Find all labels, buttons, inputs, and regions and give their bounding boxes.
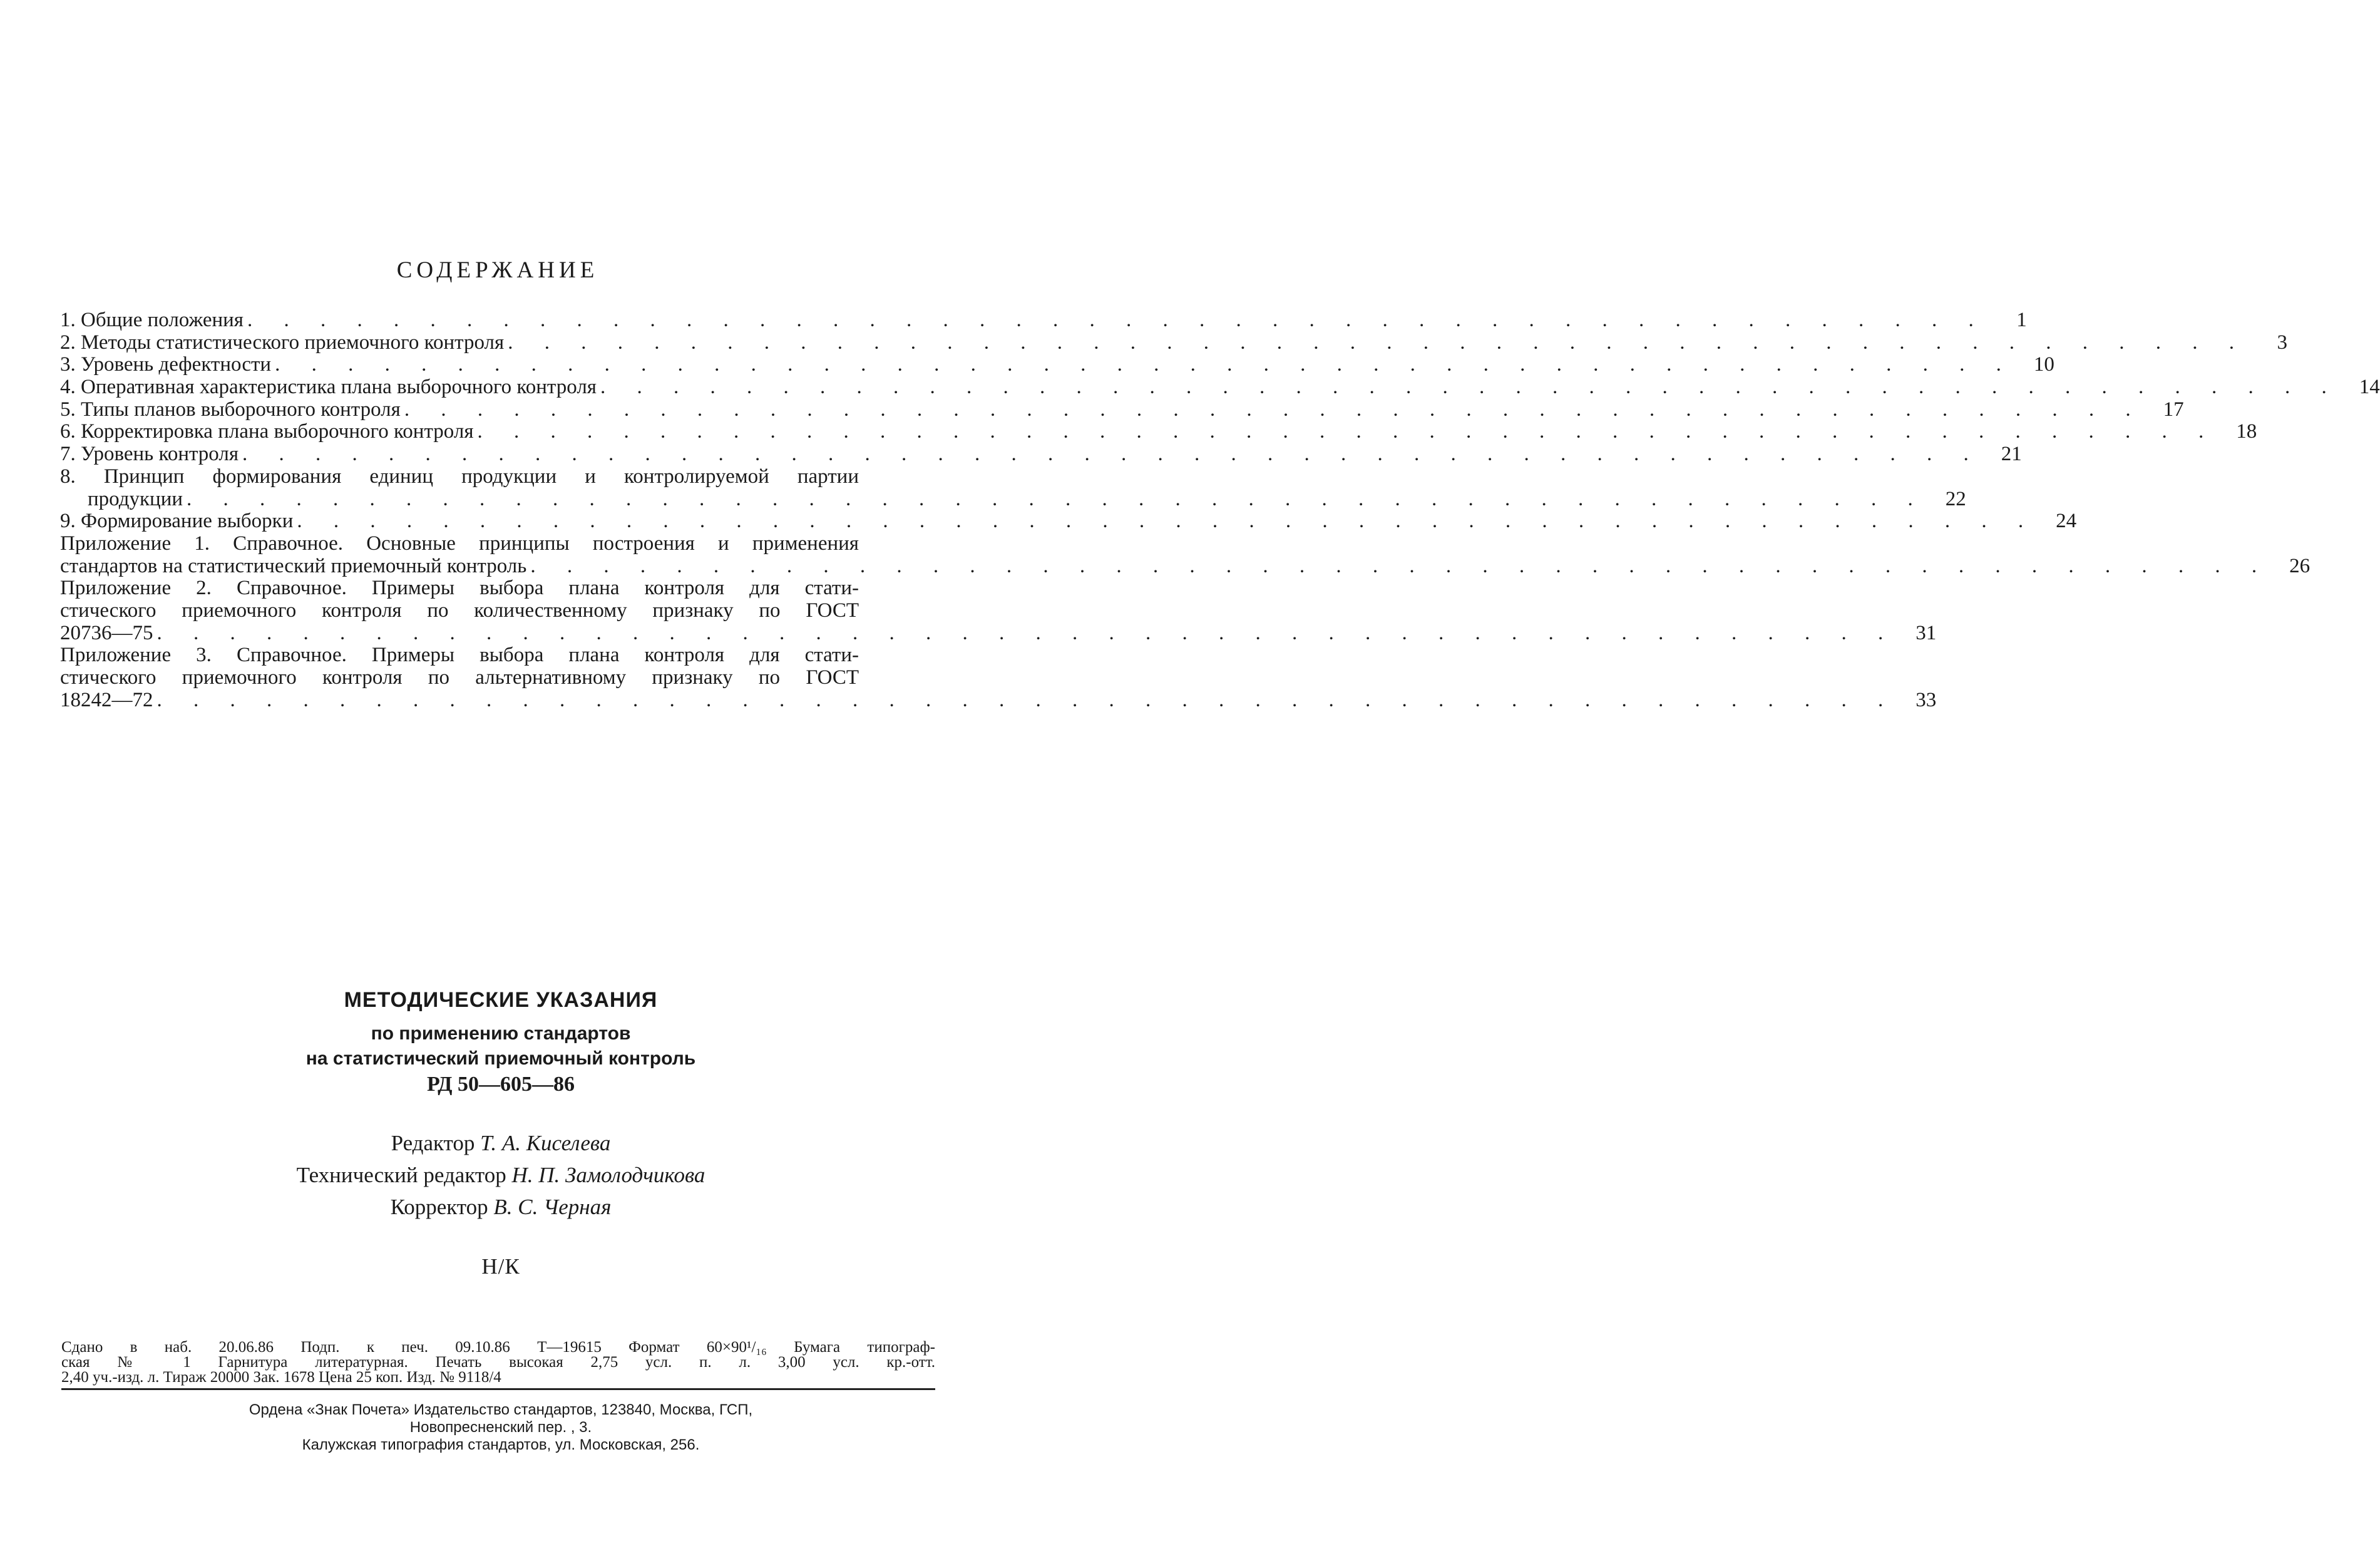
toc-entry-1 [60, 309, 2027, 332]
editor-name: Т. А. Киселева [480, 1131, 611, 1155]
imprint-block [61, 1340, 935, 1385]
toc-page-number: 10 [2033, 353, 2054, 376]
document-title: МЕТОДИЧЕСКИЕ УКАЗАНИЯ [344, 988, 658, 1012]
toc-entry-text: 9. Формирование выборки [60, 510, 294, 533]
toc-dot-leader: . . . . . . . . . . . . . . . . . . . . . . . . . . . . . . . . . . . . . . . . . . . . . . . . [477, 420, 2217, 443]
toc-dot-leader: . . . . . . . . . . . . . . . . . . . . . . . . . . . . . . . . . . . . . . . . . . . . . . . . [297, 510, 2037, 533]
proofreader-role: Корректор [390, 1195, 488, 1219]
document-subtitle: по применению стандартов [371, 1023, 631, 1044]
toc-entry-appendix-3 [60, 644, 1937, 711]
divider-rule [61, 1388, 935, 1390]
toc-entry-text: 8. Принцип формирования единиц продукции и контролируемой партии [60, 465, 859, 488]
toc-entry-6 [60, 420, 2257, 443]
imprint-line: 2,40 уч.-изд. л. Тираж 20000 Зак. 1678 Цена 25 коп. Изд. № 9118/4 [61, 1369, 501, 1386]
toc-page-number: 14 [2359, 376, 2380, 399]
imprint-line: ская № 1 Гарнитура литературная. Печать высокая 2,75 усл. п. л. 3,00 усл. кр.-отт. [61, 1354, 935, 1371]
toc-page-number: 21 [2001, 443, 2022, 466]
editor-credit [0, 1131, 1002, 1156]
toc-entry-text: 6. Корректировка плана выборочного контроля [60, 420, 474, 443]
toc-dot-leader: . . . . . . . . . . . . . . . . . . . . . . . . . . . . . . . . . . . . . . . . . . . . . . . . [404, 398, 2144, 421]
toc-dot-leader: . . . . . . . . . . . . . . . . . . . . . . . . . . . . . . . . . . . . . . . . . . . . . . . . [247, 309, 1987, 331]
proofreader-name: В. С. Черная [493, 1195, 612, 1219]
toc-dot-leader: . . . . . . . . . . . . . . . . . . . . . . . . . . . . . . . . . . . . . . . . . . . . . . . . [187, 487, 1926, 510]
toc-entry-appendix-1 [60, 532, 2311, 577]
toc-entry-text: 4. Оперативная характеристика плана выборочного контроля [60, 376, 597, 399]
tech-editor-credit [0, 1163, 1002, 1188]
toc-heading: СОДЕРЖАНИЕ [396, 257, 599, 283]
toc-page-number: 26 [2289, 554, 2311, 577]
toc-entry-text: стического приемочного контроля по количественному признаку по ГОСТ [60, 599, 859, 622]
toc-dot-leader: . . . . . . . . . . . . . . . . . . . . . . . . . . . . . . . . . . . . . . . . . . . . . . . . [600, 376, 2340, 399]
toc-entry-3 [60, 353, 2054, 376]
toc-page-number: 31 [1916, 621, 1937, 644]
publisher-line: Калужская типография стандартов, ул. Московская, 256. [302, 1436, 700, 1453]
toc-entry-9 [60, 510, 2077, 533]
toc-dot-leader: . . . . . . . . . . . . . . . . . . . . . . . . . . . . . . . . . . . . . . . . . . . . . . . . [156, 688, 1897, 711]
toc-page-number: 33 [1916, 688, 1937, 711]
toc-dot-leader: . . . . . . . . . . . . . . . . . . . . . . . . . . . . . . . . . . . . . . . . . . . . . . . . [275, 353, 2014, 376]
tech-editor-role: Технический редактор [296, 1163, 506, 1187]
toc-entry-8 [60, 465, 1966, 510]
toc-entry-text: 18242—72 [60, 688, 153, 711]
toc-entry-text: 20736—75 [60, 621, 153, 644]
toc-page-number: 22 [1945, 487, 1966, 510]
editor-role: Редактор [391, 1131, 475, 1155]
toc-entry-text: стического приемочного контроля по альтернативному признаку по ГОСТ [60, 666, 859, 689]
document-subtitle: на статистический приемочный контроль [305, 1048, 696, 1069]
toc-entry-text: 7. Уровень контроля [60, 443, 239, 466]
nk-mark: Н/К [481, 1254, 520, 1279]
toc-dot-leader: . . . . . . . . . . . . . . . . . . . . . . . . . . . . . . . . . . . . . . . . . . . . . . . . [156, 621, 1897, 644]
toc-page-number: 17 [2163, 398, 2184, 421]
toc-entry-text: продукции [88, 487, 183, 510]
toc-entry-text: Приложение 1. Справочное. Основные принципы построения и применения [60, 532, 859, 555]
imprint-line: Сдано в наб. 20.06.86 Подп. к печ. 09.10.86 Т—19615 Формат 60×90¹/₁₆ Бумага типограф- [61, 1339, 935, 1356]
toc-entry-text: 5. Типы планов выборочного контроля [60, 398, 401, 421]
toc-page-number: 1 [2016, 309, 2027, 331]
toc-dot-leader: . . . . . . . . . . . . . . . . . . . . . . . . . . . . . . . . . . . . . . . . . . . . . . . . [242, 443, 1982, 466]
publisher-line: Новопресненский пер. , 3. [409, 1419, 592, 1436]
toc-dot-leader: . . . . . . . . . . . . . . . . . . . . . . . . . . . . . . . . . . . . . . . . . . . . . . . . [508, 331, 2247, 354]
toc-entry-text: 1. Общие положения [60, 309, 244, 331]
toc-entry-text: стандартов на статистический приемочный контроль [60, 554, 527, 577]
toc-page-number: 3 [2277, 331, 2287, 354]
toc-entry-appendix-2 [60, 577, 1937, 644]
publisher-line: Ордена «Знак Почета» Издательство стандартов, 123840, Москва, ГСП, [249, 1401, 753, 1418]
toc-entry-text: Приложение 3. Справочное. Примеры выбора плана контроля для стати- [60, 644, 859, 667]
toc-entry-2 [60, 331, 2287, 354]
toc-entry-7 [60, 443, 2022, 466]
toc-entry-text: 3. Уровень дефектности [60, 353, 272, 376]
table-of-contents [60, 309, 2380, 711]
toc-page-number: 24 [2056, 510, 2077, 533]
toc-entry-text: Приложение 2. Справочное. Примеры выбора плана контроля для стати- [60, 577, 859, 600]
tech-editor-name: Н. П. Замолодчикова [511, 1163, 705, 1187]
toc-entry-5 [60, 398, 2184, 421]
toc-dot-leader: . . . . . . . . . . . . . . . . . . . . . . . . . . . . . . . . . . . . . . . . . . . . . . . . [530, 554, 2270, 577]
proofreader-credit [0, 1195, 1002, 1220]
document-code: РД 50—605—86 [426, 1073, 575, 1096]
toc-entry-4 [60, 376, 2380, 399]
toc-entry-text: 2. Методы статистического приемочного контроля [60, 331, 505, 354]
toc-page-number: 18 [2236, 420, 2257, 443]
